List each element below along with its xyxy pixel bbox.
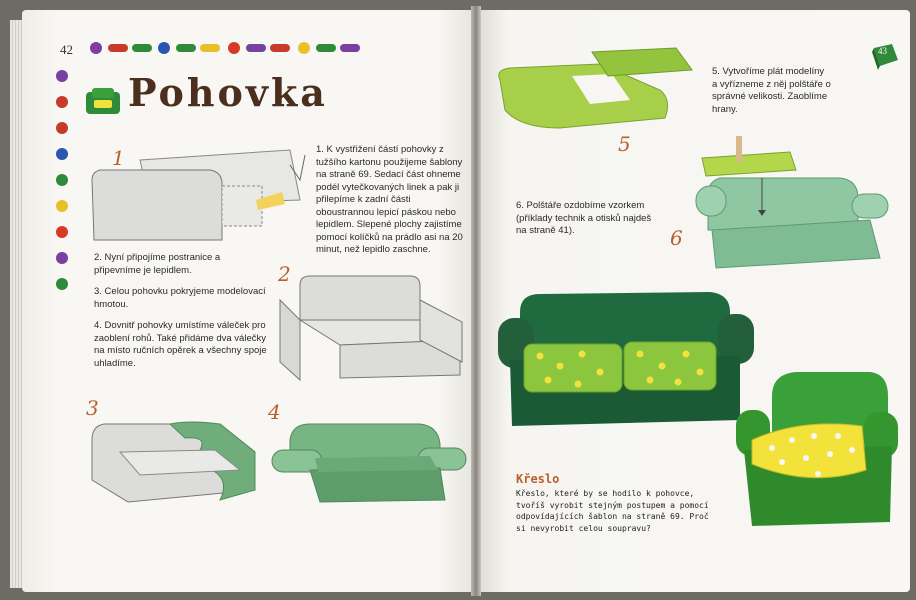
armchair-description: Křeslo, které by se hodilo k pohovce, tvoříš vyrobit stejným postupem a pomocí odpovídajících šablon na straně 69. Proč si nevyrobit celou soupravu?: [516, 489, 709, 533]
step-number-6: 6: [670, 226, 683, 250]
instructions-list: [94, 252, 269, 379]
left-page-number: 42: [60, 42, 73, 57]
step-number-1: 1: [112, 146, 125, 170]
step5-slab: [499, 48, 692, 128]
sofa-photo: [498, 292, 754, 426]
right-page-number: 43: [878, 46, 887, 56]
step2-sketch: [280, 276, 462, 380]
step4-sketch: [272, 424, 466, 502]
title-text: Pohovka: [128, 70, 328, 115]
page-title: [128, 70, 328, 115]
step4-instruction: 4. Dovnitř pohovky umístíme váleček pro zaoblení rohů. Také přidáme dva válečky na místo ručních opěrek a všechny spoje uhladíme.: [94, 320, 267, 369]
step6-instruction: 6. Polštáře ozdobíme vzorkem (příklady technik a otisků najdeš na straně 41).: [516, 200, 652, 236]
step-number-3: 3: [86, 396, 99, 420]
sofa-title-icon: [86, 88, 120, 114]
step1-instruction: 1. K vystřižení částí pohovky z tužšího kartonu použijeme šablony na straně 69. Sedací část ohneme podél vytečkovaných linek a pak ji přilepíme k zadní části oboustrannou lepicí páskou nebo lepidlem. Slepené plochy zajistíme pomocí kolíčků na prádlo asi na 20 minut, než lepidlo zaschne.: [316, 144, 463, 255]
step6-sketch: [696, 136, 888, 268]
step2-instruction: 2. Nyní připojíme postranice a připevníme je lepidlem.: [94, 252, 221, 276]
step3-instruction: 3. Celou pohovku pokryjeme modelovací hmotou.: [94, 286, 266, 310]
step-number-5: 5: [618, 132, 631, 156]
step-number-4: 4: [268, 400, 281, 424]
step5-instruction: 5. Vytvoříme plát modelíny a vyřízneme z něj polštáře o správné velikosti. Zaoblíme hrany.: [712, 66, 831, 115]
step3-sketch: [92, 422, 255, 502]
step-number-2: 2: [278, 262, 291, 286]
armchair-heading: Křeslo: [516, 472, 560, 486]
armchair-photo: [736, 372, 898, 526]
